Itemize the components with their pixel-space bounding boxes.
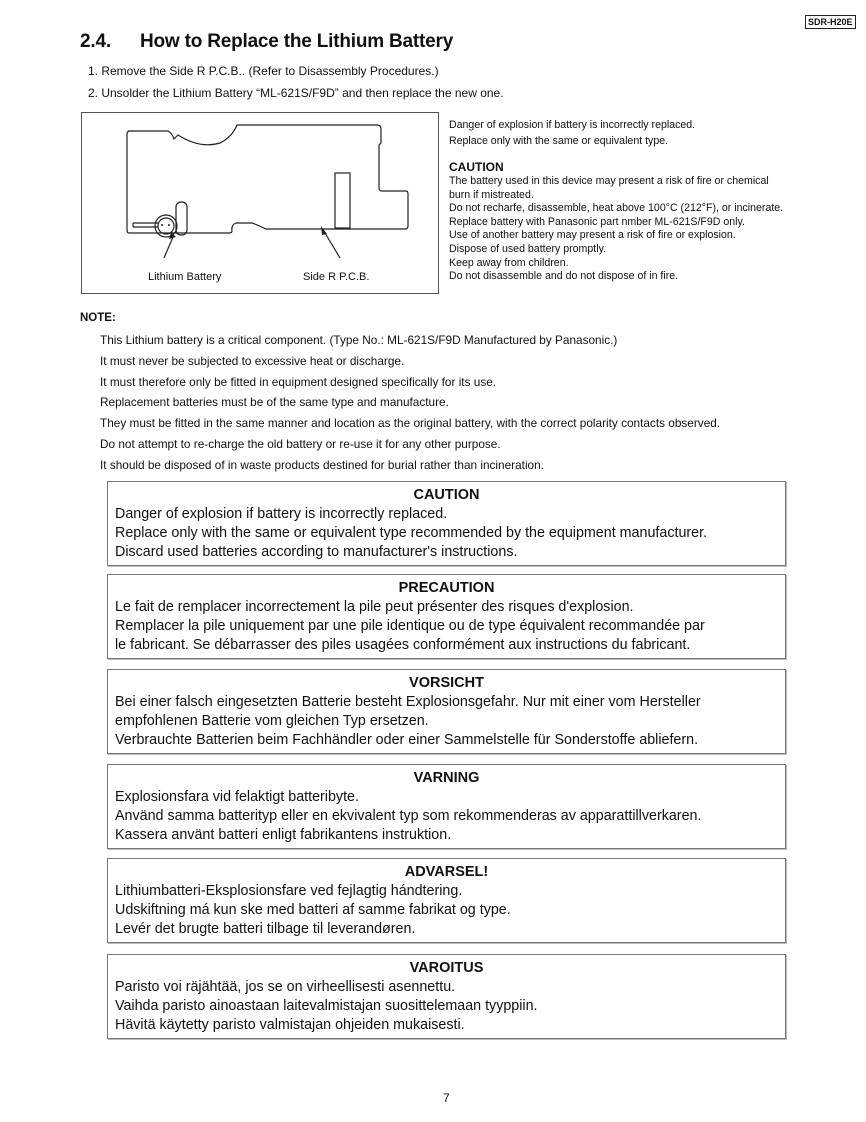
- warning-line: Remplacer la pile uniquement par une pile identique ou de type équivalent recommandée par: [115, 618, 705, 634]
- warning-heading: ADVARSEL!: [404, 864, 489, 880]
- pcb-figure: [81, 112, 439, 294]
- side-warning-heading: CAUTION: [449, 160, 504, 174]
- pcb-diagram-icon: [82, 113, 438, 293]
- side-warning-line: Do not recharfe, disassemble, heat above 100°C (212°F), or incinerate.: [449, 202, 784, 215]
- warning-box-finnish: [107, 954, 786, 1039]
- warning-heading: VARNING: [413, 770, 480, 786]
- warning-line: Levér det brugte batteri tilbage til leverandøren.: [115, 921, 416, 937]
- note-line: It must therefore only be fitted in equipment designed specifically for its use.: [100, 374, 497, 389]
- procedure-steps: [88, 62, 504, 106]
- section-number: 2.4.: [80, 31, 111, 52]
- step-item: 2. Unsolder the Lithium Battery “ML-621S/F9D” and then replace the new one.: [88, 86, 504, 100]
- warning-line: Lithiumbatteri-Eksplosionsfare ved fejlagtig hándtering.: [115, 883, 463, 899]
- warning-line: le fabricant. Se débarrasser des piles usagées conformément aux instructions du fabricant.: [115, 637, 691, 653]
- warning-line: empfohlenen Batterie vom gleichen Typ ersetzen.: [115, 713, 429, 729]
- warning-line: Danger of explosion if battery is incorrectly replaced.: [115, 506, 448, 522]
- note-line: They must be fitted in the same manner and location as the original battery, with the correct polarity contacts observed.: [100, 416, 721, 431]
- warning-line: Discard used batteries according to manufacturer's instructions.: [115, 544, 518, 560]
- note-line: It must never be subjected to excessive heat or discharge.: [100, 353, 405, 368]
- note-line: Replacement batteries must be of the same type and manufacture.: [100, 395, 449, 410]
- warning-heading: VAROITUS: [409, 960, 484, 976]
- side-warning-line: Do not disassemble and do not dispose of in fire.: [449, 270, 679, 283]
- battery-label: Lithium Battery: [148, 271, 222, 283]
- side-warning-line: The battery used in this device may present a risk of fire or chemical: [449, 175, 769, 187]
- side-warning-line: Replace only with the same or equivalent type.: [449, 135, 669, 147]
- warning-box-swedish: [107, 764, 786, 849]
- warning-line: Använd samma batterityp eller en ekvivalent typ som rekommenderas av apparattillverkaren.: [115, 808, 702, 824]
- side-warning-line: Danger of explosion if battery is incorrectly replaced.: [449, 119, 696, 131]
- warning-box-danish: [107, 858, 786, 943]
- warning-line: Explosionsfara vid felaktigt batteribyte.: [115, 789, 359, 805]
- side-warning-line: Use of another battery may present a risk of fire or explosion.: [449, 229, 736, 242]
- note-line: Do not attempt to re-charge the old battery or re-use it for any other purpose.: [100, 436, 501, 451]
- warning-line: Udskiftning má kun ske med batteri af samme fabrikat og type.: [115, 902, 511, 918]
- warning-box-german: [107, 669, 786, 754]
- warning-line: Vaihda paristo ainoastaan laitevalmistajan suosittelemaan tyyppiin.: [115, 998, 538, 1014]
- section-title-text: How to Replace the Lithium Battery: [140, 31, 454, 52]
- warning-line: Hävitä käytetty paristo valmistajan ohjeiden mukaisesti.: [115, 1017, 465, 1033]
- note-line: It should be disposed of in waste products destined for burial rather than incineration.: [100, 457, 544, 472]
- warning-line: Le fait de remplacer incorrectement la pile peut présenter des risques d'explosion.: [115, 599, 634, 615]
- note-heading: NOTE:: [80, 312, 116, 324]
- side-warning: [449, 117, 783, 284]
- warning-heading: CAUTION: [413, 487, 480, 503]
- model-badge: SDR-H20E: [805, 15, 856, 29]
- warning-heading: VORSICHT: [409, 675, 484, 691]
- warning-box-french: [107, 574, 786, 659]
- warning-line: Kassera använt batteri enligt fabrikantens instruktion.: [115, 827, 452, 843]
- side-warning-line: Keep away from children.: [449, 256, 569, 269]
- step-item: 1. Remove the Side R P.C.B.. (Refer to Disassembly Procedures.): [88, 64, 439, 78]
- warning-line: Paristo voi räjähtää, jos se on virheellisesti asennettu.: [115, 979, 456, 995]
- warning-line: Verbrauchte Batterien beim Fachhändler oder einer Sammelstelle für Sonderstoffe abliefern.: [115, 732, 699, 748]
- warning-line: Bei einer falsch eingesetzten Batterie besteht Explosionsgefahr. Nur mit einer vom Hersteller: [115, 694, 701, 710]
- page-number: 7: [443, 1091, 450, 1105]
- section-title: [80, 31, 453, 53]
- warning-box-english: [107, 481, 786, 566]
- note-list: [100, 331, 720, 477]
- side-warning-line: Dispose of used battery promptly.: [449, 242, 607, 255]
- warning-line: Replace only with the same or equivalent type recommended by the equipment manufacturer.: [115, 525, 708, 541]
- warning-heading: PRECAUTION: [398, 580, 495, 596]
- side-warning-line: Replace battery with Panasonic part nmber ML-621S/F9D only.: [449, 215, 745, 228]
- pcb-label: Side R P.C.B.: [303, 271, 370, 283]
- note-line: This Lithium battery is a critical component. (Type No.: ML-621S/F9D Manufactured by Panasonic.): [100, 333, 618, 347]
- side-warning-line: burn if mistreated.: [449, 188, 534, 201]
